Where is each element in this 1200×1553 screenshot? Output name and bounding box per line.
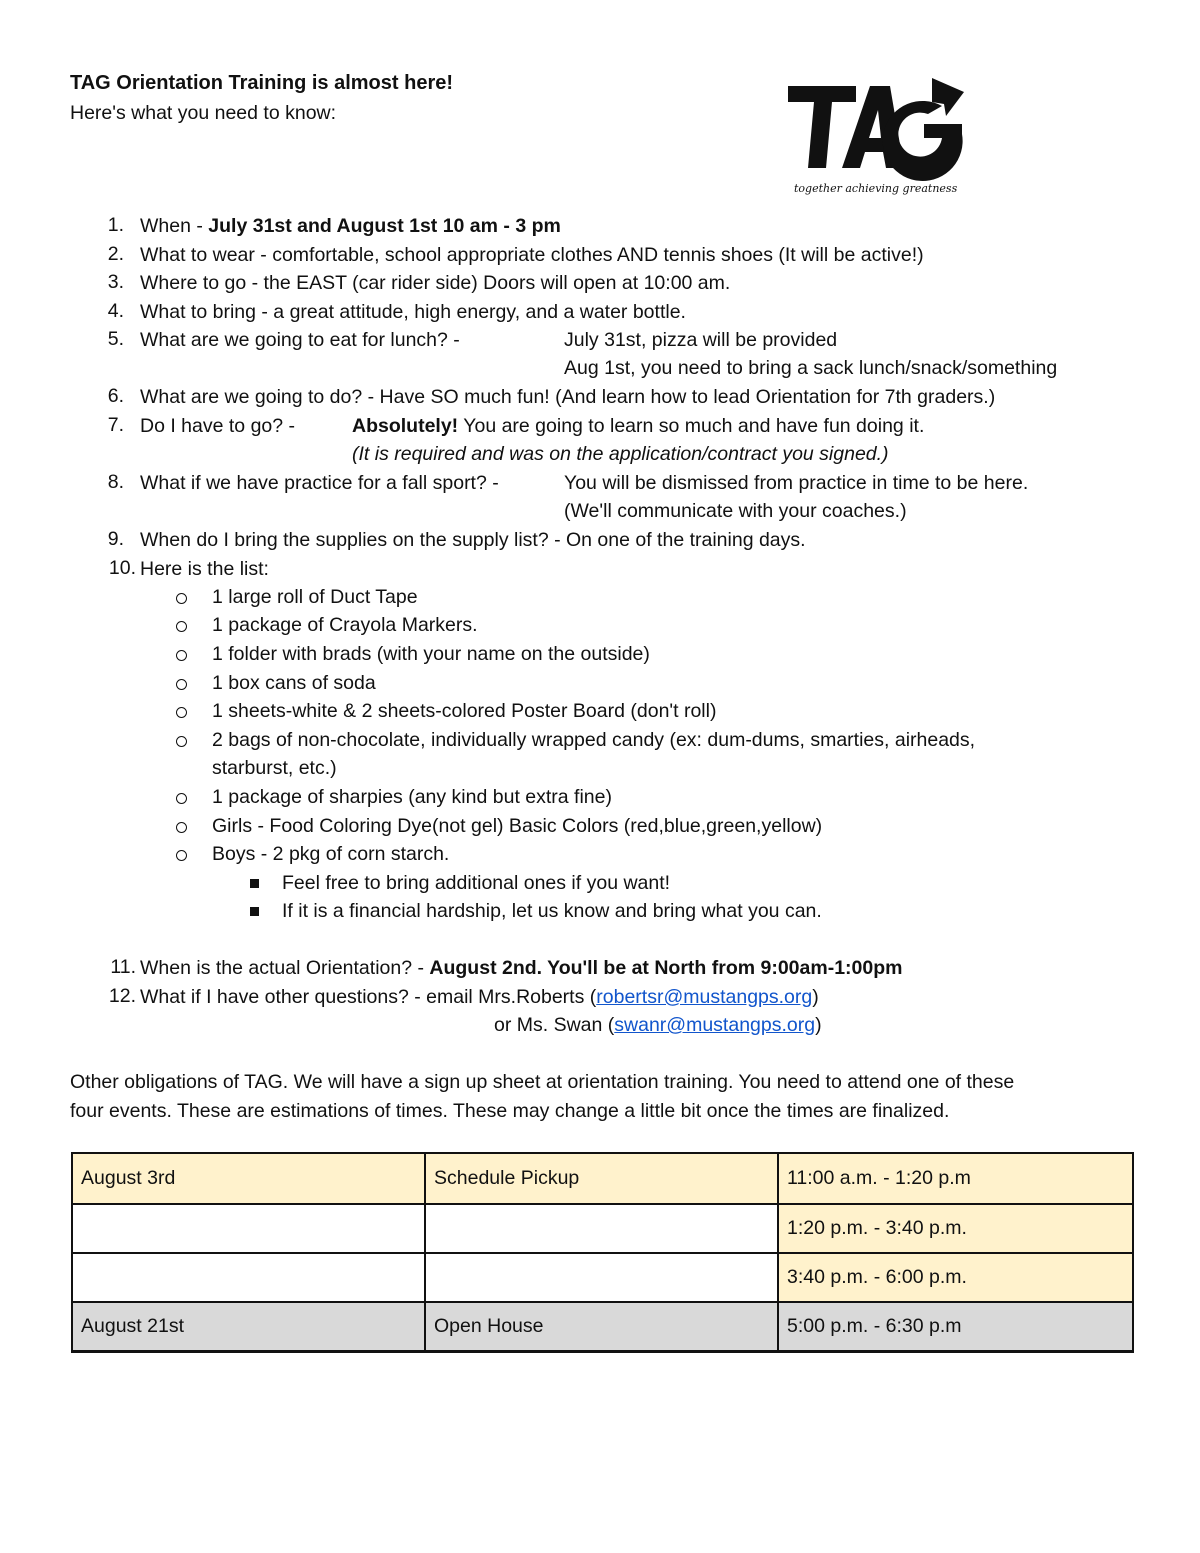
supply-item: 1 sheets-white & 2 sheets-colored Poster Board (don't roll) (212, 700, 717, 722)
table-cell-date (72, 1253, 425, 1302)
bullet-icon (176, 850, 187, 861)
bullet-icon (176, 736, 187, 747)
list-item: What to bring - a great attitude, high energy, and a water bottle. (140, 301, 686, 323)
supply-item: 1 package of Crayola Markers. (212, 614, 478, 636)
list-item-answer: Absolutely! You are going to learn so much and have fun doing it. (352, 415, 925, 437)
bullet-icon (176, 822, 187, 833)
schedule-table (71, 1152, 1134, 1353)
table-cell-time: 11:00 a.m. - 1:20 p.m (778, 1153, 1133, 1204)
table-cell-date: August 3rd (72, 1153, 425, 1204)
list-item: When do I bring the supplies on the supply list? - On one of the training days. (140, 529, 806, 551)
sub-note: Feel free to bring additional ones if you want! (282, 872, 671, 894)
obligations-text: four events. These are estimations of times. These may change a little bit once the times are finalized. (70, 1100, 950, 1122)
item-number: 5. (107, 328, 124, 350)
obligations-text: Other obligations of TAG. We will have a sign up sheet at orientation training. You need to attend one of these (70, 1071, 1015, 1093)
item-number: 8. (107, 471, 124, 493)
supply-item: 1 folder with brads (with your name on the outside) (212, 643, 650, 665)
table-cell-date: August 21st (72, 1302, 425, 1352)
table-cell-time: 1:20 p.m. - 3:40 p.m. (778, 1204, 1133, 1253)
table-row (72, 1253, 1133, 1302)
item-number: 9. (107, 528, 124, 550)
list-item-note: (It is required and was on the application/contract you signed.) (352, 443, 889, 465)
supply-item: 1 large roll of Duct Tape (212, 586, 418, 608)
logo-tagline: together achieving greatness (794, 182, 958, 195)
page-subtitle: Here's what you need to know: (70, 102, 337, 124)
list-item-question: What if we have practice for a fall sport? - (140, 472, 499, 494)
bullet-icon (176, 793, 187, 804)
bullet-icon (176, 650, 187, 661)
table-cell-event (425, 1253, 778, 1302)
table-row (72, 1153, 1133, 1204)
square-bullet-icon (250, 907, 259, 916)
table-cell-time: 5:00 p.m. - 6:30 p.m (778, 1302, 1133, 1352)
list-item: When is the actual Orientation? - August 2nd. You'll be at North from 9:00am-1:00pm (140, 957, 903, 979)
bullet-icon (176, 621, 187, 632)
list-item-continued: or Ms. Swan (swanr@mustangps.org) (494, 1014, 822, 1036)
email-link-swan[interactable]: swanr@mustangps.org (614, 1014, 816, 1036)
supply-item-continued: starburst, etc.) (212, 757, 337, 779)
table-cell-event: Open House (425, 1302, 778, 1352)
supply-item: 2 bags of non-chocolate, individually wrapped candy (ex: dum-dums, smarties, airheads, (212, 729, 976, 751)
square-bullet-icon (250, 879, 259, 888)
sub-note: If it is a financial hardship, let us know and bring what you can. (282, 900, 822, 922)
supply-item: 1 box cans of soda (212, 672, 376, 694)
item-number: 3. (107, 271, 124, 293)
item-number: 10. (108, 557, 136, 579)
item-number: 11. (110, 956, 136, 978)
bullet-icon (176, 593, 187, 604)
list-item: When - July 31st and August 1st 10 am - 3 pm (140, 215, 561, 237)
supply-item: Boys - 2 pkg of corn starch. (212, 843, 450, 865)
item-number: 12. (108, 985, 136, 1007)
item-number: 7. (107, 414, 124, 436)
item-number: 4. (107, 300, 124, 322)
supply-item: Girls - Food Coloring Dye(not gel) Basic Colors (red,blue,green,yellow) (212, 815, 823, 837)
list-item: What if I have other questions? - email Mrs.Roberts (robertsr@mustangps.org) (140, 986, 819, 1008)
item-number: 1. (107, 214, 124, 236)
bullet-icon (176, 679, 187, 690)
item-number: 6. (107, 385, 124, 407)
list-item-answer: (We'll communicate with your coaches.) (564, 500, 907, 522)
list-item: Where to go - the EAST (car rider side) Doors will open at 10:00 am. (140, 272, 731, 294)
table-cell-date (72, 1204, 425, 1253)
table-row (72, 1204, 1133, 1253)
table-cell-time: 3:40 p.m. - 6:00 p.m. (778, 1253, 1133, 1302)
table-row (72, 1302, 1133, 1352)
list-item-answer: You will be dismissed from practice in time to be here. (564, 472, 1029, 494)
page-title: TAG Orientation Training is almost here! (70, 72, 454, 94)
email-link-roberts[interactable]: robertsr@mustangps.org (596, 986, 813, 1008)
table-cell-event: Schedule Pickup (425, 1153, 778, 1204)
table-cell-event (425, 1204, 778, 1253)
bullet-icon (176, 707, 187, 718)
list-item-question: Do I have to go? - (140, 415, 296, 437)
item-number: 2. (107, 243, 124, 265)
supply-item: 1 package of sharpies (any kind but extra fine) (212, 786, 612, 808)
list-item-answer: Aug 1st, you need to bring a sack lunch/snack/something (564, 357, 1058, 379)
list-item: What are we going to do? - Have SO much fun! (And learn how to lead Orientation for 7th graders.) (140, 386, 996, 408)
list-item: What to wear - comfortable, school appropriate clothes AND tennis shoes (It will be active!) (140, 244, 924, 266)
list-item-question: What are we going to eat for lunch? - (140, 329, 460, 351)
tag-logo (786, 72, 970, 198)
list-item-answer: July 31st, pizza will be provided (564, 329, 838, 351)
list-item: Here is the list: (140, 558, 269, 580)
